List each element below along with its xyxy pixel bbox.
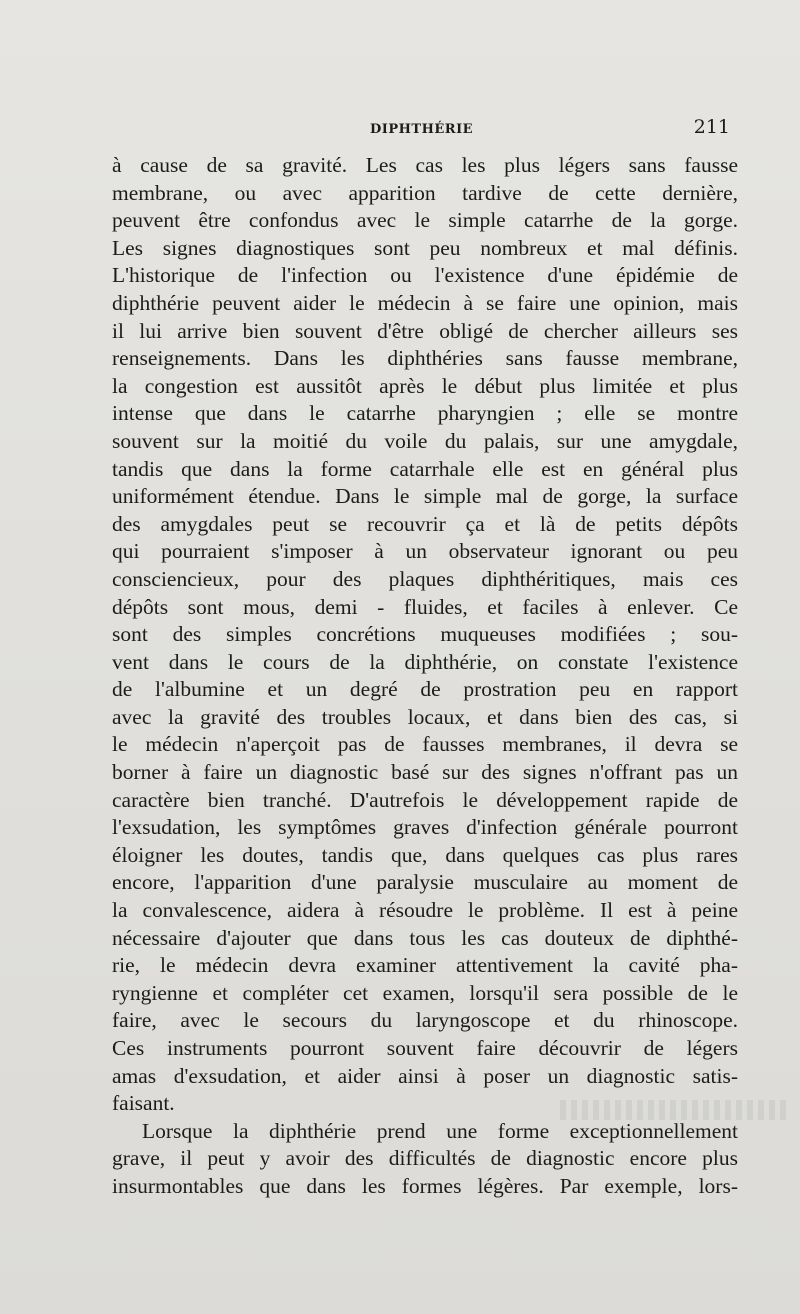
text-line: Les signes diagnostiques sont peu nombreux et mal définis. bbox=[112, 235, 738, 260]
text-line: la convalescence, aidera à résoudre le problème. Il est à peine bbox=[112, 898, 738, 923]
text-line: éloigner les doutes, tandis que, dans quelques cas plus rares bbox=[112, 842, 738, 867]
text-line: diphthérie peuvent aider le médecin à se faire une opinion, mais bbox=[112, 290, 738, 315]
text-line: des amygdales peut se recouvrir ça et là de petits dépôts bbox=[112, 511, 738, 536]
text-line: peuvent être confondus avec le simple catarrhe de la gorge. bbox=[112, 208, 738, 233]
text-line: qui pourraient s'imposer à un observateur ignorant ou peu bbox=[112, 539, 738, 564]
text-line: intense que dans le catarrhe pharyngien ; elle se montre bbox=[112, 401, 738, 426]
text-line: faisant. bbox=[112, 1091, 175, 1116]
text-line: de l'albumine et un degré de prostration peu en rapport bbox=[112, 677, 738, 702]
text-line: consciencieux, pour des plaques diphthéritiques, mais ces bbox=[112, 566, 738, 591]
text-line: uniformément étendue. Dans le simple mal de gorge, la surface bbox=[112, 484, 738, 509]
text-line: renseignements. Dans les diphthéries sans fausse membrane, bbox=[112, 346, 738, 371]
text-line: caractère bien tranché. D'autrefois le développement rapide de bbox=[112, 787, 738, 812]
text-line: le médecin n'aperçoit pas de fausses membranes, il devra se bbox=[112, 732, 738, 757]
text-line: borner à faire un diagnostic basé sur des signes n'offrant pas un bbox=[112, 760, 738, 785]
text-line: sont des simples concrétions muqueuses modifiées ; sou- bbox=[112, 622, 738, 647]
show-through-texture bbox=[560, 1100, 790, 1120]
text-line: tandis que dans la forme catarrhale elle est en général plus bbox=[112, 456, 738, 481]
page-header bbox=[112, 116, 742, 144]
text-line: grave, il peut y avoir des difficultés de diagnostic encore plus bbox=[112, 1146, 738, 1171]
text-line: insurmontables que dans les formes légères. Par exemple, lors- bbox=[112, 1173, 738, 1198]
text-line: souvent sur la moitié du voile du palais, sur une amygdale, bbox=[112, 428, 738, 453]
text-line: Lorsque la diphthérie prend une forme exceptionnellement bbox=[142, 1118, 738, 1143]
text-line: il lui arrive bien souvent d'être obligé de chercher ailleurs ses bbox=[112, 318, 738, 343]
text-line: la congestion est aussitôt après le début plus limitée et plus bbox=[112, 373, 738, 398]
text-line: ryngienne et compléter cet examen, lorsqu'il sera possible de le bbox=[112, 980, 738, 1005]
text-line: faire, avec le secours du laryngoscope et du rhinoscope. bbox=[112, 1008, 738, 1033]
text-line: vent dans le cours de la diphthérie, on constate l'existence bbox=[112, 649, 738, 674]
text-line: avec la gravité des troubles locaux, et dans bien des cas, si bbox=[112, 704, 738, 729]
text-line: amas d'exsudation, et aider ainsi à poser un diagnostic satis- bbox=[112, 1063, 738, 1088]
text-line: L'historique de l'infection ou l'existence d'une épidémie de bbox=[112, 263, 738, 288]
text-line: encore, l'apparition d'une paralysie musculaire au moment de bbox=[112, 870, 738, 895]
text-line: rie, le médecin devra examiner attentivement la cavité pha- bbox=[112, 953, 738, 978]
text-line: membrane, ou avec apparition tardive de cette dernière, bbox=[112, 180, 738, 205]
text-line: nécessaire d'ajouter que dans tous les cas douteux de diphthé- bbox=[112, 925, 738, 950]
text-line: dépôts sont mous, demi - fluides, et faciles à enlever. Ce bbox=[112, 594, 738, 619]
body-text bbox=[112, 152, 738, 1201]
text-line: à cause de sa gravité. Les cas les plus légers sans fausse bbox=[112, 153, 738, 177]
text-line: l'exsudation, les symptômes graves d'infection générale pourront bbox=[112, 815, 738, 840]
running-title: DIPHTHÉRIE bbox=[370, 122, 474, 137]
page-number: 211 bbox=[693, 116, 730, 138]
text-line: Ces instruments pourront souvent faire découvrir de légers bbox=[112, 1036, 738, 1060]
